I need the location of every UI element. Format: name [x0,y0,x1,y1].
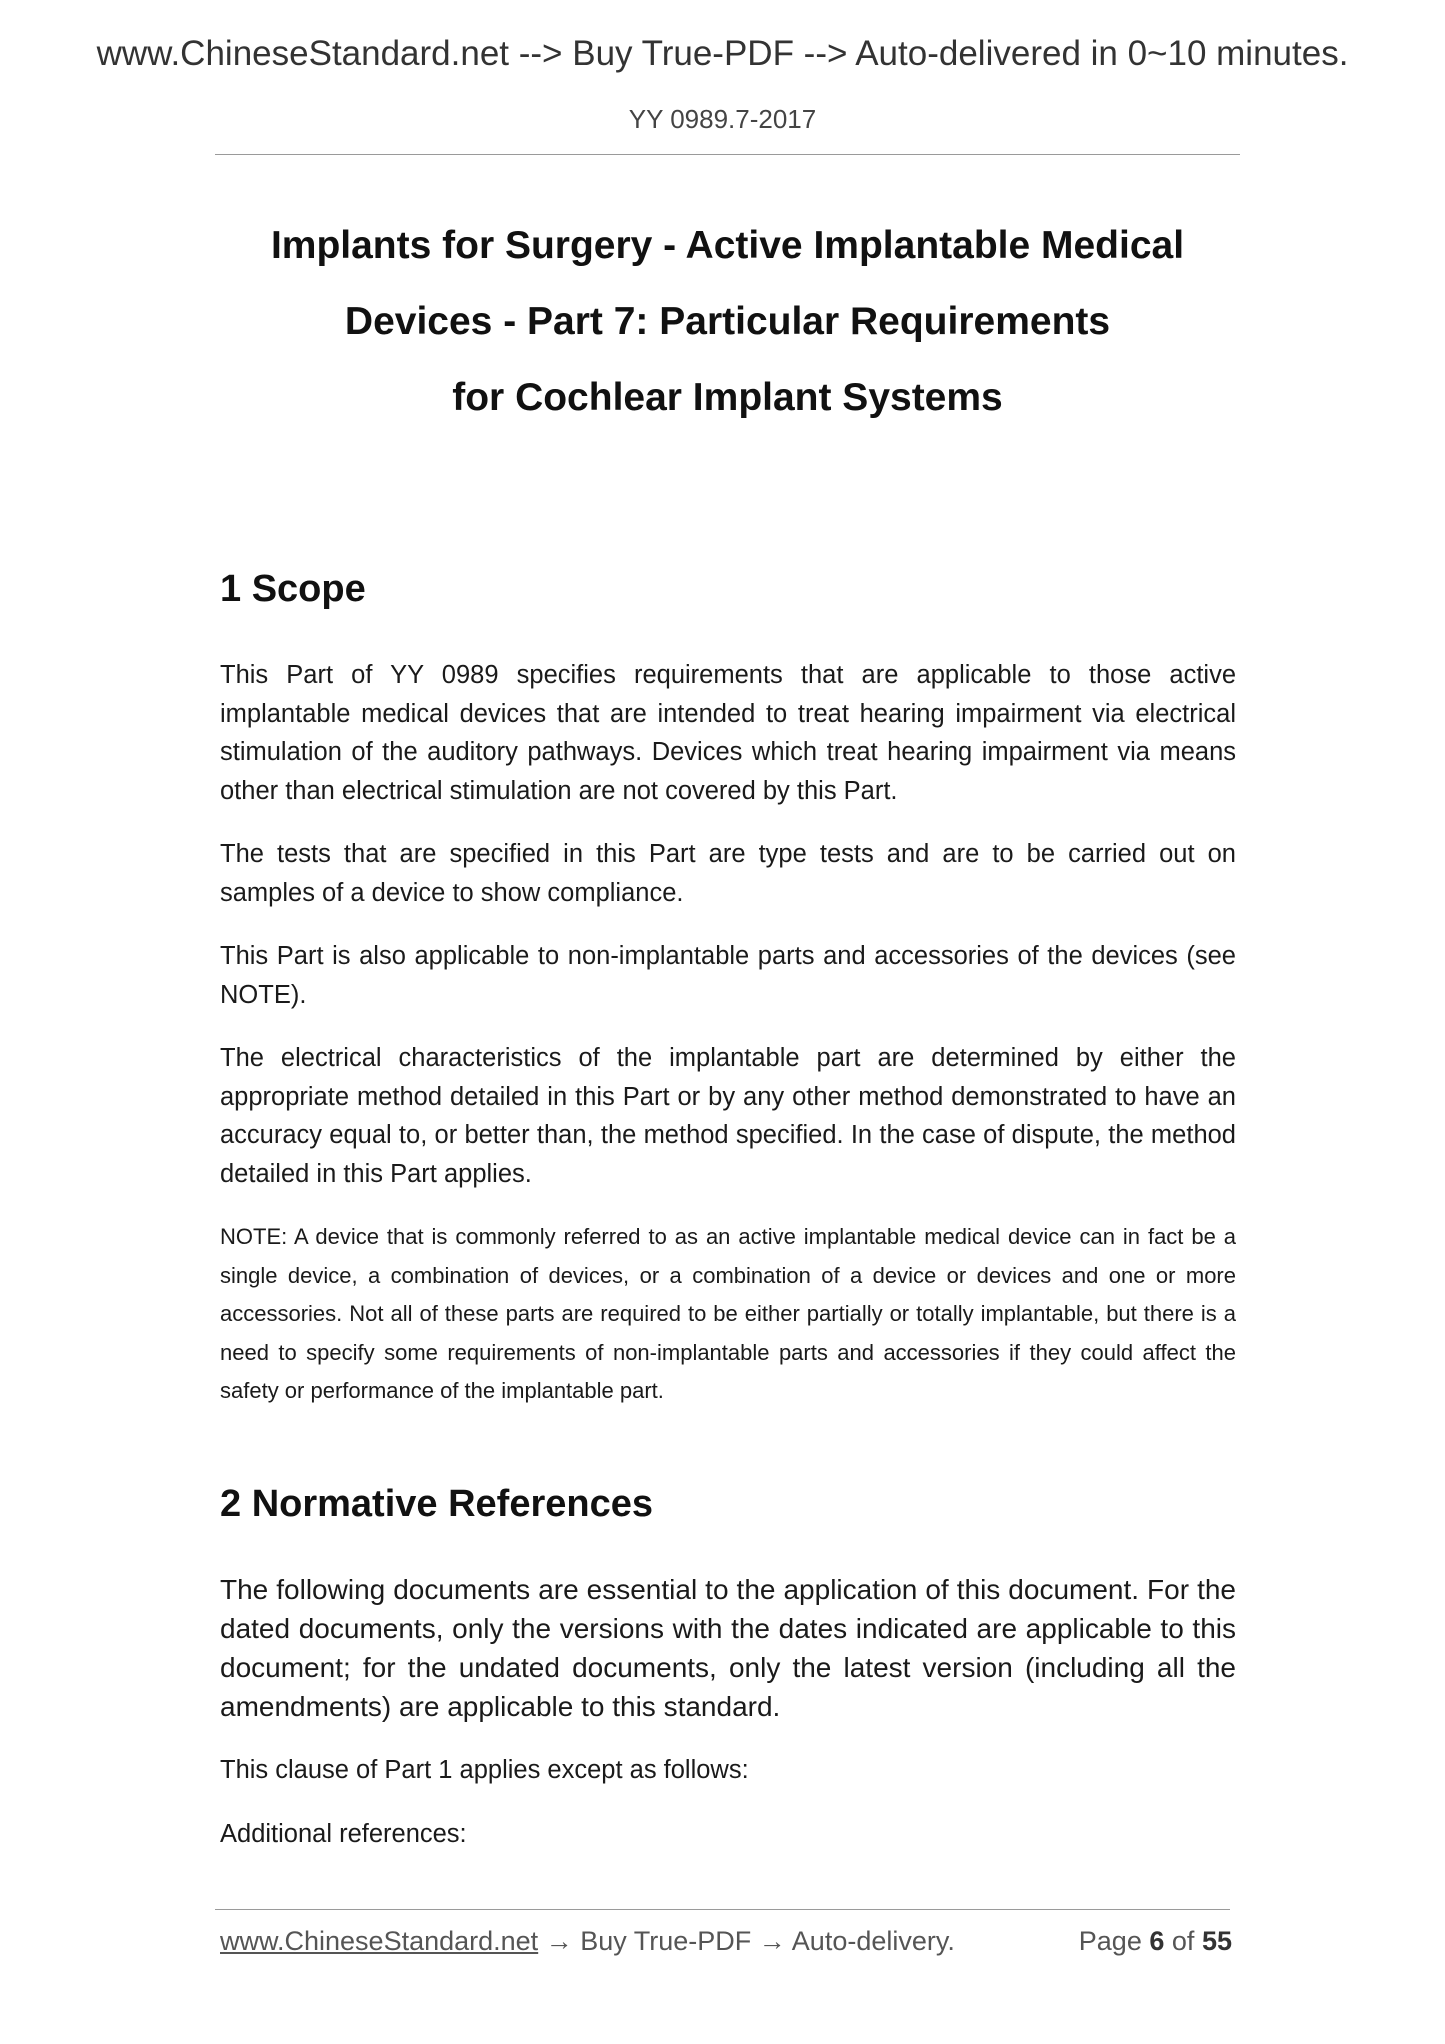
title-line-3: for Cochlear Implant Systems [452,376,1003,419]
section-heading-normative-references: 2 Normative References [220,1483,653,1525]
page-label: Page [1078,1926,1142,1956]
arrow-right-icon: → [758,1926,786,1956]
page-indicator [1079,1924,1232,1958]
references-paragraph-2: This clause of Part 1 applies except as follows: [220,1756,749,1784]
standard-code: YY 0989.7-2017 [628,104,817,134]
document-title [215,208,1240,436]
title-line-1: Implants for Surgery - Active Implantable Medical [270,224,1185,267]
page-number: 6 [1149,1926,1165,1956]
footer-promo [220,1924,955,1958]
arrow-right-icon: → [545,1926,573,1956]
scope-paragraph-3: This Part is also applicable to non-implantable parts and accessories of the devices (see NOTE). [220,942,1236,1009]
title-line-2: Devices - Part 7: Particular Requirements [344,300,1111,343]
section-normative-references [220,1481,1236,1527]
references-paragraph-1: The following documents are essential to the application of this document. For the dated documents, only the versions with the dates indicated are applicable to this document; for the undated documents, only the latest version (including all the amendments) are applicable to this standard. [220,1574,1236,1722]
section-heading-scope: 1 Scope [220,568,366,610]
footer-site-link[interactable]: www.ChineseStandard.net [220,1926,539,1956]
scope-paragraph-4: The electrical characteristics of the implantable part are determined by either the appropriate method detailed in this Part or by any other method demonstrated to have an accuracy equal to, or better than, the method specified. In the case of dispute, the method detailed in this Part applies. [220,1044,1236,1188]
scope-note: NOTE: A device that is commonly referred to as an active implantable medical device can in fact be a single device, a combination of devices, or a combination of a device or devices and one or more accessories. Not all of these parts are required to be either partially or totally implantable, but there is a need to specify some requirements of non-implantable parts and accessories if they could affect the safety or performance of the implantable part. [220,1224,1236,1403]
footer-divider [215,1909,1230,1910]
section-scope [220,566,1236,612]
section-normative-references-body [220,1570,1236,1878]
footer-buy-text: Buy True-PDF [580,1926,752,1956]
references-paragraph-3: Additional references: [220,1819,467,1848]
scope-paragraph-2: The tests that are specified in this Part are type tests and are to be carried out on samples of a device to show compliance. [220,840,1236,907]
page-total: 55 [1201,1926,1232,1956]
of-label: of [1171,1926,1195,1956]
section-scope-body [220,656,1236,1411]
top-banner: www.ChineseStandard.net --> Buy True-PDF --> Auto-delivered in 0~10 minutes. [96,34,1349,73]
footer-delivery-text: Auto-delivery. [791,1926,955,1956]
scope-paragraph-1: This Part of YY 0989 specifies requirements that are applicable to those active implantable medical devices that are intended to treat hearing impairment via electrical stimulation of the auditory pathways. Devices which treat hearing impairment via means other than electrical stimulation are not covered by this Part. [220,661,1236,805]
header-divider [215,154,1240,155]
